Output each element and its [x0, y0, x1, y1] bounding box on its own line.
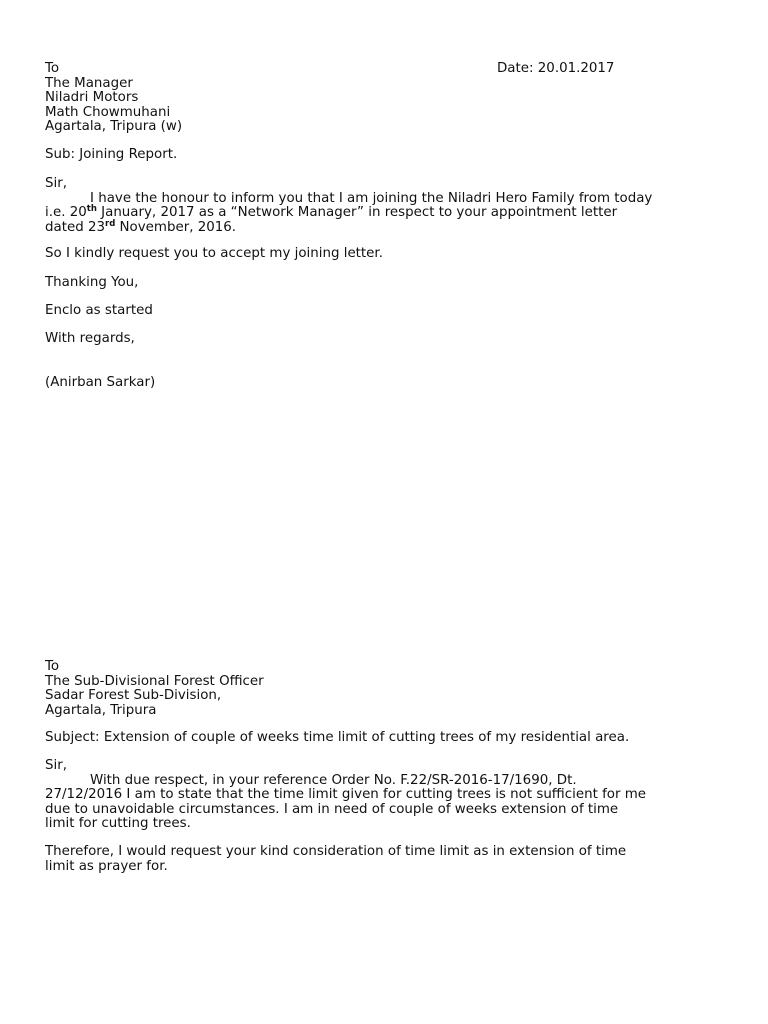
letter1-to: To	[45, 61, 60, 76]
letter1-request: So I kindly request you to accept my joining letter.	[45, 246, 383, 261]
letter2-request-line-2: limit as prayer for.	[45, 858, 168, 874]
letter1-thanking: Thanking You,	[45, 275, 139, 290]
letter1-line2-superscript: th	[86, 204, 97, 214]
letter1-line2-part-a: i.e. 20	[45, 205, 87, 220]
letter2-body-line-3: due to unavoidable circumstances. I am in need of couple of weeks extension of time	[45, 801, 619, 817]
letter2-salutation: Sir,	[45, 758, 67, 773]
letter1-line3-part-a: dated 23	[45, 219, 105, 235]
letter1-body-line-2	[45, 206, 652, 221]
letter1-closing: With regards,	[45, 331, 135, 346]
letter1-recipient-line-2: Niladri Motors	[45, 90, 139, 105]
letter1-recipient-line-4: Agartala, Tripura (w)	[45, 119, 183, 134]
letter2-body-line-2: 27/12/2016 I am to state that the time limit given for cutting trees is not sufficient for me	[45, 787, 647, 802]
letter2-request-line-1: Therefore, I would request your kind consideration of time limit as in extension of time	[45, 844, 627, 859]
letter2-recipient-line-3: Agartala, Tripura	[45, 702, 157, 718]
letter2-subject: Subject: Extension of couple of weeks time limit of cutting trees of my residential area.	[45, 730, 630, 745]
letter1-signature-name: (Anirban Sarkar)	[45, 375, 156, 390]
letter2-recipient-line-2: Sadar Forest Sub-Division,	[45, 688, 222, 703]
letter1-subject: Sub: Joining Report.	[45, 147, 178, 162]
letter1-date: Date: 20.01.2017	[497, 61, 615, 76]
letter2-to: To	[45, 659, 60, 674]
letter1-body-line-1: I have the honour to inform you that I am joining the Niladri Hero Family from today	[90, 190, 653, 206]
letter1-address-block	[45, 62, 182, 135]
letter2-body-line-4: limit for cutting trees.	[45, 816, 191, 831]
letter1-salutation: Sir,	[45, 176, 67, 191]
letter1-line3-part-b: November, 2016.	[115, 219, 237, 235]
letter1-body	[45, 177, 652, 235]
letter1-line2-part-b: January, 2017 as a “Network Manager” in respect to your appointment letter	[96, 205, 618, 220]
letter2-recipient-line-1: The Sub-Divisional Forest Officer	[45, 673, 264, 689]
letter2-request-paragraph	[45, 845, 626, 874]
letter2-body-line-1: With due respect, in your reference Order No. F.22/SR-2016-17/1690, Dt.	[90, 772, 577, 788]
letter1-body-line-3	[45, 218, 652, 236]
letter2-body	[45, 759, 646, 832]
letter1-line3-superscript: rd	[105, 218, 116, 229]
letter1-recipient-line-3: Math Chowmuhani	[45, 104, 171, 120]
letter2-address-block	[45, 660, 264, 718]
letter1-enclosure: Enclo as started	[45, 303, 153, 318]
letter1-recipient-line-1: The Manager	[45, 75, 133, 91]
